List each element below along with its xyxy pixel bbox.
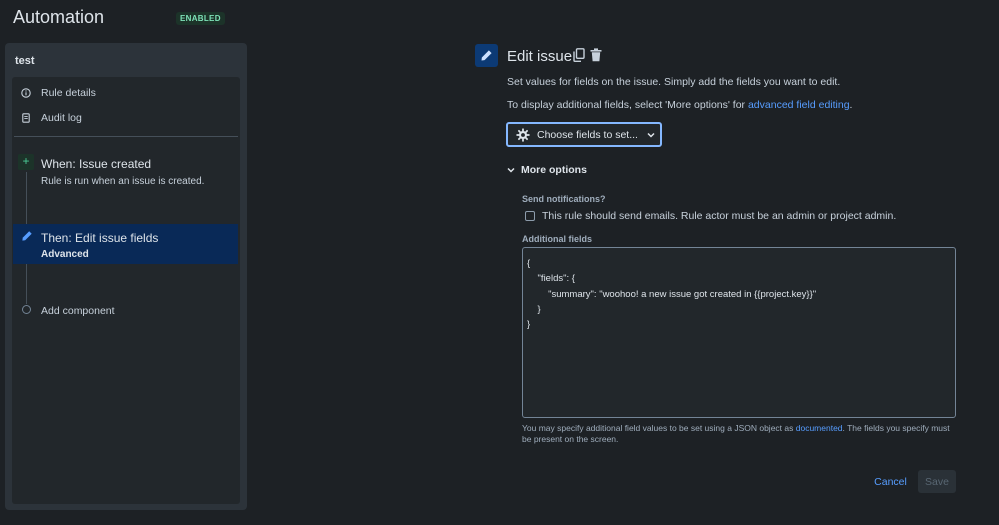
- choose-fields-label: Choose fields to set...: [537, 128, 638, 141]
- choose-fields-dropdown[interactable]: [506, 122, 662, 147]
- plus-icon: +: [18, 154, 34, 170]
- sidebar-item-label: Rule details: [41, 87, 96, 99]
- pencil-icon: [21, 230, 33, 242]
- component-description: Set values for fields on the issue. Simply add the fields you want to edit.: [507, 76, 841, 88]
- status-badge: ENABLED: [176, 12, 225, 25]
- additional-fields-help: [522, 423, 954, 445]
- send-notifications-checkbox-label[interactable]: This rule should send emails. Rule actor must be an admin or project admin.: [542, 210, 897, 222]
- trigger-title[interactable]: When: Issue created: [41, 157, 152, 171]
- pencil-icon: [480, 49, 493, 62]
- save-button[interactable]: Save: [918, 470, 956, 493]
- send-notifications-label: Send notifications?: [522, 194, 606, 204]
- trigger-description: Rule is run when an issue is created.: [41, 176, 205, 187]
- cancel-button[interactable]: Cancel: [874, 475, 907, 488]
- copy-icon[interactable]: [573, 48, 585, 62]
- action-subtitle: Advanced: [41, 249, 89, 260]
- more-options-toggle[interactable]: [507, 164, 587, 176]
- additional-fields-label: Additional fields: [522, 234, 593, 244]
- sidebar-item-rule-details[interactable]: [21, 84, 96, 102]
- rule-components-panel: [12, 77, 240, 504]
- info-icon: [21, 88, 31, 98]
- edit-issue-icon-box: [475, 44, 498, 67]
- divider: [14, 136, 238, 137]
- trash-icon[interactable]: [590, 48, 602, 62]
- sidebar-item-audit-log[interactable]: [21, 109, 82, 127]
- advanced-field-editing-link[interactable]: advanced field editing: [747, 99, 850, 111]
- chevron-down-icon: [647, 131, 655, 139]
- more-options-label: More options: [521, 164, 587, 176]
- rule-name: test: [15, 55, 35, 67]
- gear-icon: [516, 128, 530, 142]
- document-icon: [21, 113, 31, 123]
- add-component-link[interactable]: Add component: [41, 305, 115, 317]
- action-title: Then: Edit issue fields: [41, 231, 159, 245]
- hint-text: To display additional fields, select 'More options' for: [507, 99, 748, 111]
- additional-fields-textarea[interactable]: { "fields": { "summary": "woohoo! a new issue got created in {{project.key}}" } }: [522, 247, 956, 418]
- page-title: Automation: [13, 7, 105, 27]
- advanced-editing-hint: [507, 99, 852, 111]
- component-title: Edit issue: [507, 48, 573, 65]
- hint-suffix: .: [849, 99, 853, 111]
- add-component-dot-icon: [22, 305, 31, 314]
- documented-link[interactable]: documented: [795, 423, 843, 433]
- sidebar-item-label: Audit log: [41, 112, 82, 124]
- chevron-down-icon: [507, 166, 515, 174]
- help-suffix: . The fields you specify must be present on the screen.: [522, 423, 950, 444]
- help-text: You may specify additional field values to be set using a JSON object as: [522, 423, 796, 433]
- send-notifications-checkbox[interactable]: [525, 211, 535, 221]
